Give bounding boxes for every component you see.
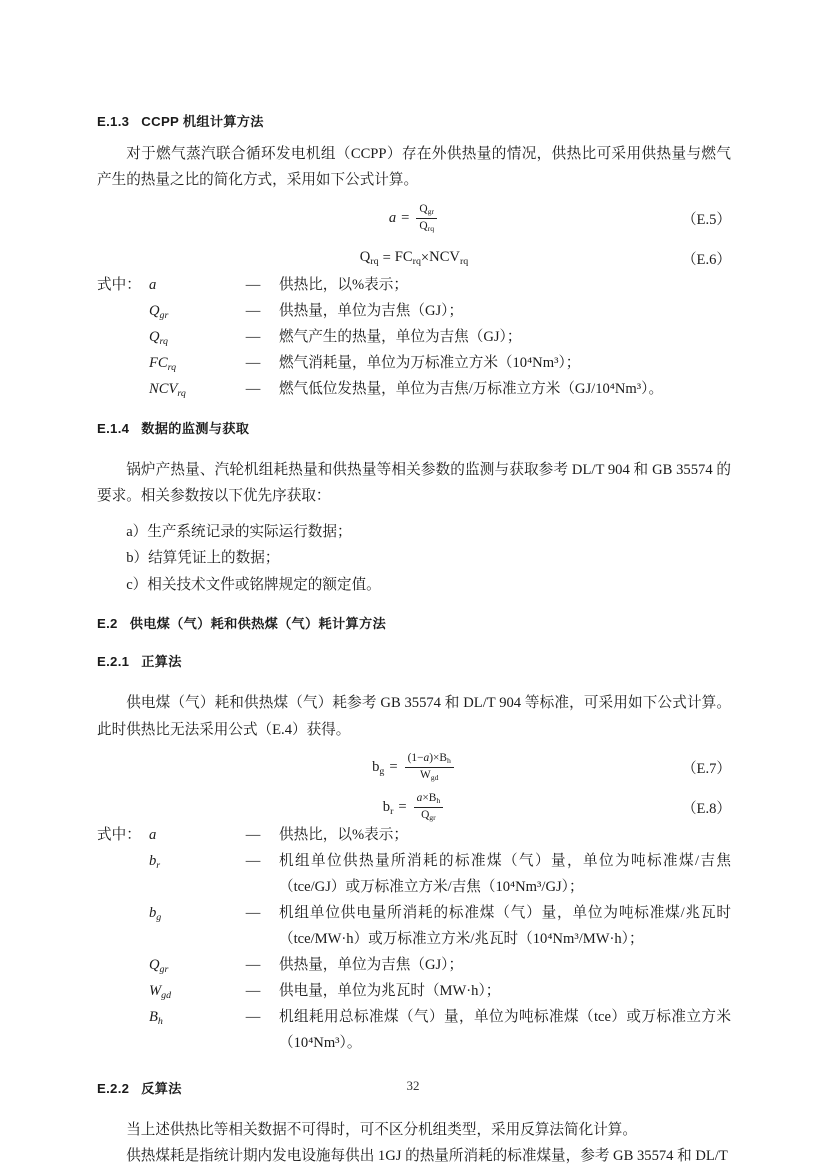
paragraph-e22-1: 当上述供热比等相关数据不可得时，可不区分机组类型，采用反算法简化计算。 [126, 1121, 637, 1138]
formula-e7-lhs-sub: g [379, 765, 385, 777]
definition-row [97, 377, 731, 403]
definition-text: 燃气低位发热量，单位为吉焦/万标准立方米（GJ/10⁴Nm³）。 [279, 380, 664, 397]
definition-symbol [149, 351, 227, 377]
formula-e7-fraction [405, 752, 454, 783]
definition-symbol-base: a [149, 277, 157, 294]
definition-row [97, 823, 731, 849]
definition-symbol-base: b [149, 853, 157, 870]
heading-e2-title: 供电煤（气）耗和供热煤（气）耗计算方法 [129, 616, 386, 632]
formula-e5-equals: = [401, 209, 410, 226]
formula-e8-lhs-sub: r [390, 805, 394, 817]
definition-text: 供热量，单位为吉焦（GJ）； [279, 302, 464, 319]
definition-symbol-sub: gr [159, 963, 169, 975]
formula-e5-body [389, 203, 439, 234]
formula-e5-denominator [416, 219, 437, 234]
definition-symbol-sub: rq [167, 361, 177, 373]
definition-symbol [149, 849, 227, 875]
formula-e8-numerator-post: ×B [422, 792, 437, 805]
definition-symbol-sub: r [156, 860, 161, 872]
definition-text: 供热比，以%表示； [279, 827, 408, 844]
formula-e8-lhs-base: b [382, 798, 391, 815]
formula-e7-lhs-base: b [372, 758, 380, 775]
formula-e8-numerator-var: a [416, 792, 423, 805]
definition-symbol-base: W [149, 983, 162, 1000]
definition-symbol-sub: gr [159, 309, 169, 321]
page-number: 32 [406, 1078, 420, 1093]
formula-e8-lhs [383, 799, 394, 817]
formula-e7-denominator-sub: gd [430, 773, 439, 783]
formula-e8-numerator-sub: h [436, 796, 441, 806]
formula-e7-numerator [405, 752, 454, 768]
formula-e6-rhs-a-base: FC [394, 249, 413, 266]
definitions-1-lead: 式中： [97, 277, 141, 294]
definition-symbol-sub: h [157, 1015, 163, 1027]
list-item-a: a）生产系统记录的实际运行数据； [126, 523, 352, 540]
definition-row [97, 979, 731, 1005]
page-content [97, 112, 731, 1169]
definition-dash: — [245, 957, 261, 974]
formula-e7-denominator-base: W [419, 769, 431, 782]
definition-row [97, 273, 731, 299]
definition-symbol-sub: gd [161, 989, 172, 1001]
definition-row [97, 1005, 731, 1057]
formula-e6-equals: = [382, 249, 391, 266]
definition-symbol-sub: rq [159, 335, 168, 347]
definition-symbol [149, 901, 227, 927]
heading-e21 [97, 652, 731, 672]
definition-dash: — [245, 328, 261, 345]
definitions-block-2 [97, 823, 731, 1057]
heading-e22-title: 反算法 [141, 1081, 182, 1097]
formula-e6-lhs-base: Q [359, 249, 371, 266]
formula-e8-body [383, 792, 445, 823]
formula-e6-times: × [420, 249, 430, 266]
definition-symbol [149, 325, 227, 351]
definition-row [97, 325, 731, 351]
paragraph-e22-2: 供热煤耗是指统计期内发电设施每供出 1GJ 的热量所消耗的标准煤量，参考 GB 35574 和 DL/T [126, 1148, 728, 1165]
formula-e7-equals: = [389, 759, 398, 776]
definition-dash: — [245, 827, 261, 844]
definition-text: 供电量，单位为兆瓦时（MW·h）； [279, 983, 501, 1000]
heading-e13-title: CCPP 机组计算方法 [141, 114, 264, 129]
definition-dash: — [245, 905, 261, 922]
definition-symbol [149, 1005, 227, 1031]
formula-e5-fraction [416, 203, 437, 234]
formula-e6-lhs-sub: rq [370, 255, 379, 267]
heading-e13-number: E.1.3 [97, 114, 130, 129]
formula-e8 [97, 792, 731, 823]
formula-e7-body [372, 752, 456, 783]
heading-e22-number: E.2.2 [97, 1081, 130, 1097]
definition-symbol-base: Q [149, 957, 160, 974]
formula-e8-equals: = [398, 799, 407, 816]
heading-e13 [97, 112, 731, 132]
formula-e7 [97, 752, 731, 783]
definition-row [97, 299, 731, 325]
heading-e14 [97, 419, 731, 439]
heading-e14-number: E.1.4 [97, 420, 130, 436]
definition-text: 燃气产生的热量，单位为吉焦（GJ）； [279, 328, 522, 345]
formula-e6-rhs-b-base: NCV [429, 249, 460, 266]
definition-symbol [149, 299, 227, 325]
formula-e5-lhs: a [388, 209, 397, 226]
definition-text: 供热比，以%表示； [279, 277, 408, 294]
definition-dash: — [245, 380, 261, 397]
definition-row [97, 953, 731, 979]
formula-e5-denominator-base: Q [419, 219, 428, 232]
definition-symbol [149, 953, 227, 979]
definition-dash: — [245, 983, 261, 1000]
definitions-2-lead: 式中： [97, 827, 141, 844]
definition-dash: — [245, 354, 261, 371]
list-item-b: b）结算凭证上的数据； [126, 550, 280, 567]
heading-e14-title: 数据的监测与获取 [141, 420, 250, 436]
definition-text: 机组单位供热量所消耗的标准煤（气）量，单位为吨标准煤/吉焦（tce/GJ）或万标准立方米/吉焦（10⁴Nm³/GJ）； [279, 853, 731, 896]
definition-dash: — [245, 302, 261, 319]
definition-symbol-base: FC [149, 354, 168, 371]
formula-e8-label: （E.8） [681, 801, 731, 818]
formula-e6-rhs-b [429, 249, 468, 267]
formula-e5-numerator [416, 203, 437, 219]
heading-e21-title: 正算法 [141, 654, 182, 670]
heading-e2 [97, 614, 731, 634]
formula-e7-label: （E.7） [681, 761, 731, 778]
definition-symbol [149, 377, 227, 403]
definition-symbol-sub: g [156, 912, 162, 923]
definition-symbol [149, 979, 227, 1005]
formula-e6-rhs-b-sub: rq [459, 255, 469, 267]
definition-row [97, 849, 731, 901]
definition-text: 机组耗用总标准煤（气）量，单位为吨标准煤（tce）或万标准立方米（10⁴Nm³）。 [279, 1009, 731, 1052]
formula-e8-denominator-sub: gr [429, 813, 436, 823]
formula-e6-lhs [360, 249, 379, 267]
definition-symbol-base: B [149, 1009, 158, 1026]
formula-e6-rhs-a-sub: rq [412, 255, 421, 267]
formula-e6-body [360, 249, 468, 267]
definition-symbol-base: Q [149, 328, 160, 345]
formula-e5-denominator-sub: rq [427, 224, 435, 234]
definition-row [97, 901, 731, 953]
definition-symbol-base: NCV [149, 380, 178, 397]
formula-e7-numerator-pre: (1− [407, 752, 424, 765]
list-item-c: c）相关技术文件或铭牌规定的额定值。 [126, 576, 381, 593]
paragraph-e21: 供电煤（气）耗和供热煤（气）耗参考 GB 35574 和 DL/T 904 等标准，可采用如下公式计算。此时供热比无法采用公式（E.4）获得。 [97, 694, 731, 738]
formula-e5-numerator-base: Q [419, 202, 428, 215]
paragraph-e13: 对于燃气蒸汽联合循环发电机组（CCPP）存在外供热量的情况，供热比可采用供热量与燃气产生的热量之比的简化方式，采用如下公式计算。 [97, 145, 731, 189]
formula-e7-lhs [372, 759, 384, 777]
formula-e6-rhs-a [395, 249, 421, 267]
definition-text: 燃气消耗量，单位为万标准立方米（10⁴Nm³）； [279, 354, 581, 371]
formula-e5-numerator-sub: gr [427, 207, 435, 217]
formula-e6 [97, 243, 731, 273]
definitions-block-1 [97, 273, 731, 403]
formula-e7-numerator-var: a [423, 752, 430, 765]
definition-symbol-sub: rq [177, 387, 186, 399]
definition-symbol-base: a [149, 827, 157, 844]
formula-e7-numerator-sub: h [447, 756, 451, 766]
formula-e8-denominator-base: Q [421, 809, 430, 822]
definition-row [97, 351, 731, 377]
formula-e7-numerator-post: )×B [429, 752, 448, 765]
formula-e5 [97, 203, 731, 234]
definition-dash: — [245, 1009, 261, 1026]
formula-e6-label: （E.6） [681, 251, 731, 268]
heading-e21-number: E.2.1 [97, 654, 130, 670]
formula-e8-numerator [414, 792, 444, 808]
definition-dash: — [245, 853, 261, 870]
formula-e7-denominator [417, 768, 442, 783]
definition-symbol-base: b [149, 905, 157, 922]
definition-symbol-base: Q [149, 302, 160, 319]
formula-e8-denominator [418, 808, 439, 823]
formula-e5-label: （E.5） [681, 211, 731, 228]
formula-e8-fraction [414, 792, 444, 823]
definition-symbol [149, 273, 227, 299]
definition-text: 机组单位供电量所消耗的标准煤（气）量，单位为吨标准煤/兆瓦时（tce/MW·h）或万标准立方米/兆瓦时（10⁴Nm³/MW·h）； [279, 905, 731, 948]
definition-text: 供热量，单位为吉焦（GJ）； [279, 957, 464, 974]
definition-symbol [149, 823, 227, 849]
paragraph-e14: 锅炉产热量、汽轮机组耗热量和供热量等相关参数的监测与获取参考 DL/T 904 和 GB 35574 的要求。相关参数按以下优先序获取： [97, 461, 731, 505]
heading-e2-number: E.2 [97, 616, 118, 632]
definition-dash: — [245, 277, 261, 294]
